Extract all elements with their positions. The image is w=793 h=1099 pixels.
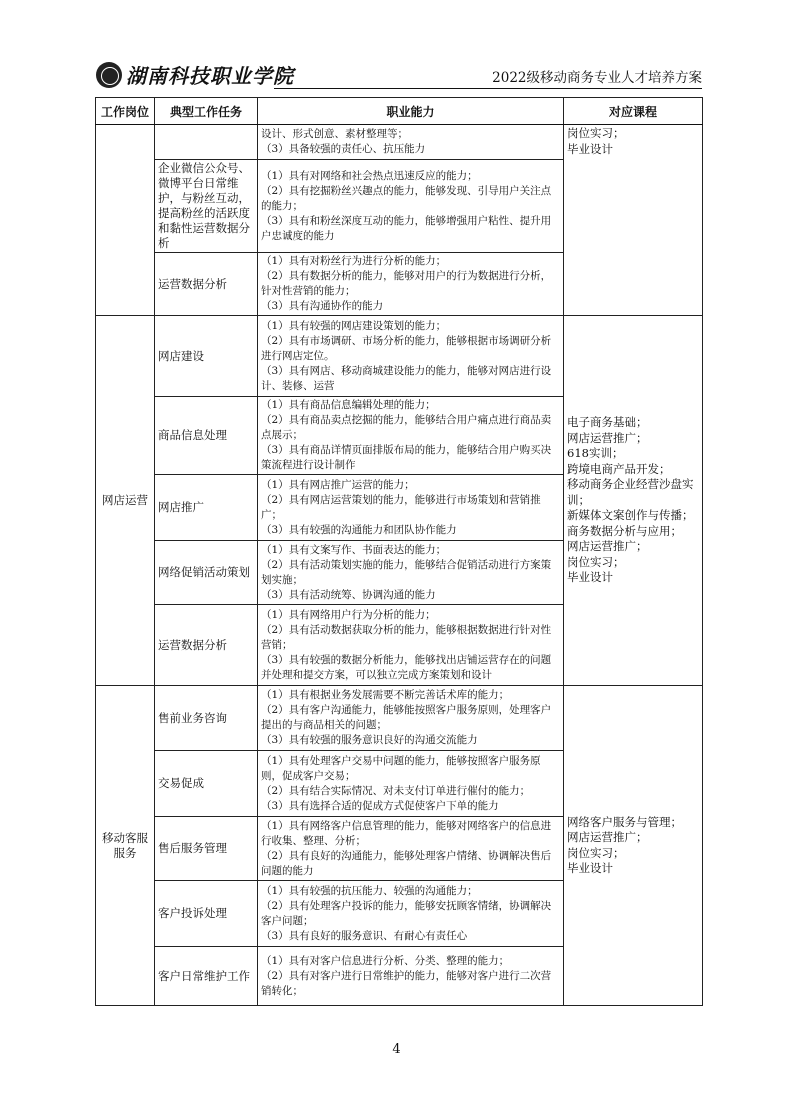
ability-item: （3）具有较强的数据分析能力，能够找出店铺运营存在的问题并处理和提交方案，可以独立完成方案策划和设计 — [261, 653, 552, 681]
task-cell: 售后服务管理 — [155, 817, 258, 881]
task-cell: 运营数据分析 — [155, 253, 258, 316]
ability-cell — [258, 541, 564, 605]
ability-item: （1）具有对客户信息进行分析、分类、整理的能力； — [261, 954, 510, 967]
ability-item: （1）具有网络用户行为分析的能力； — [261, 608, 436, 621]
col-header-position: 工作岗位 — [96, 98, 155, 125]
task-cell: 网络促销活动策划 — [155, 541, 258, 605]
ability-item: （2）具有对客户进行日常维护的能力，能够对客户进行二次营销转化； — [261, 969, 552, 997]
position-cell: 网店运营 — [96, 316, 155, 686]
ability-cell — [258, 475, 564, 541]
task-cell — [155, 125, 258, 160]
table-row — [96, 686, 703, 751]
task-cell: 网店推广 — [155, 475, 258, 541]
ability-cell — [258, 686, 564, 751]
task-cell: 网店建设 — [155, 316, 258, 397]
ability-item: （1）具有对网络和社会热点迅速反应的能力； — [261, 169, 478, 182]
ability-item: 设计、形式创意、素材整理等； — [261, 128, 408, 140]
col-header-course: 对应课程 — [564, 98, 703, 125]
header-divider — [274, 88, 702, 89]
ability-cell — [258, 817, 564, 881]
ability-item: （2）具有客户沟通能力，能够能按照客户服务原则，处理客户提出的与商品相关的问题； — [261, 704, 552, 731]
school-logo — [96, 60, 294, 89]
course-item: 新媒体文案创作与传播； — [567, 508, 694, 523]
col-header-ability: 职业能力 — [258, 98, 564, 125]
ability-item: （1）具有商品信息编辑处理的能力； — [261, 399, 436, 411]
page-number: 4 — [392, 1042, 401, 1057]
ability-cell — [258, 397, 564, 475]
ability-item: （3）具有较强的服务意识良好的沟通交流能力 — [261, 734, 478, 746]
ability-item: （3）具有网店、移动商城建设能力的能力，能够对网店进行设计、装修、运营 — [261, 364, 552, 392]
course-cell — [564, 316, 703, 686]
ability-cell — [258, 751, 564, 817]
task-cell: 企业微信公众号、微博平台日常维护，与粉丝互动，提高粉丝的活跃度和黏性运营数据分析 — [155, 160, 258, 253]
ability-item: （2）具有结合实际情况、对未支付订单进行催付的能力； — [261, 784, 531, 797]
course-item: 岗位实习； — [567, 845, 625, 860]
course-item: 618实训； — [567, 446, 624, 461]
course-item: 岗位实习； — [567, 554, 625, 569]
course-item: 网店运营推广； — [567, 430, 648, 445]
table-row — [96, 316, 703, 397]
ability-cell — [258, 881, 564, 947]
ability-item: （1）具有文案写作、书面表达的能力； — [261, 543, 447, 556]
ability-cell — [258, 605, 564, 686]
course-item: 网店运营推广； — [567, 539, 648, 554]
ability-cell — [258, 160, 564, 253]
ability-cell — [258, 125, 564, 160]
ability-cell — [258, 947, 564, 1006]
ability-item: （3）具备较强的责任心、抗压能力 — [261, 143, 426, 155]
task-cell: 客户日常维护工作 — [155, 947, 258, 1006]
course-item: 网店运营推广； — [567, 830, 648, 844]
ability-item: （3）具有良好的服务意识、有耐心有责任心 — [261, 929, 468, 942]
course-item: 移动商务企业经营沙盘实训； — [567, 477, 694, 507]
task-cell: 客户投诉处理 — [155, 881, 258, 947]
ability-item: （2）具有活动策划实施的能力，能够结合促销活动进行方案策划实施； — [261, 558, 552, 586]
ability-item: （3）具有较强的沟通能力和团队协作能力 — [261, 523, 457, 536]
ability-cell — [258, 253, 564, 316]
task-cell: 运营数据分析 — [155, 605, 258, 686]
ability-item: （2）具有商品卖点挖掘的能力，能够结合用户痛点进行商品卖点展示； — [261, 414, 552, 441]
task-cell: 售前业务咨询 — [155, 686, 258, 751]
ability-cell — [258, 316, 564, 397]
course-item: 网络客户服务与管理； — [567, 814, 682, 829]
ability-item: （3）具有沟通协作的能力 — [261, 300, 384, 312]
ability-item: （3）具有和粉丝深度互动的能力，能够增强用户粘性、提升用户忠诚度的能力 — [261, 214, 552, 242]
ability-item: （2）具有活动数据获取分析的能力，能够根据数据进行针对性营销； — [261, 623, 552, 651]
ability-item: （2）具有网店运营策划的能力，能够进行市场策划和营销推广； — [261, 493, 541, 521]
ability-item: （1）具有较强的网店建设策划的能力； — [261, 319, 447, 332]
task-cell: 商品信息处理 — [155, 397, 258, 475]
col-header-task: 典型工作任务 — [155, 98, 258, 125]
ability-item: （1）具有网络客户信息管理的能力，能够对网络客户的信息进行收集、整理、分析； — [261, 819, 552, 847]
page-header — [96, 58, 702, 90]
course-item: 商务数据分析与应用； — [567, 523, 682, 538]
course-item: 跨境电商产品开发； — [567, 461, 671, 476]
document-title: 2022级移动商务专业人才培养方案 — [492, 70, 702, 86]
school-seal-icon — [96, 62, 122, 88]
task-cell: 交易促成 — [155, 751, 258, 817]
ability-item: （1）具有较强的抗压能力、较强的沟通能力； — [261, 884, 478, 897]
course-cell — [564, 686, 703, 1006]
ability-item: （1）具有对粉丝行为进行分析的能力； — [261, 255, 447, 267]
course-cell — [564, 125, 703, 316]
ability-item: （2）具有挖掘粉丝兴趣点的能力，能够发现、引导用户关注点的能力； — [261, 184, 552, 212]
ability-item: （2）具有处理客户投诉的能力，能够安抚顾客情绪，协调解决客户问题； — [261, 899, 552, 927]
table-header-row — [96, 98, 703, 125]
ability-item: （3）具有选择合适的促成方式促使客户下单的能力 — [261, 799, 499, 812]
course-item: 岗位实习； — [567, 126, 625, 140]
ability-item: （2）具有数据分析的能力，能够对用户的行为数据进行分析，针对性营销的能力； — [261, 270, 552, 297]
ability-item: （1）具有根据业务发展需要不断完善话术库的能力； — [261, 689, 510, 701]
school-name-calligraphy: 湖南科技职业学院 — [126, 64, 294, 88]
course-item: 毕业设计 — [567, 570, 613, 585]
position-cell — [96, 125, 155, 316]
table-row — [96, 125, 703, 160]
ability-item: （2）具有良好的沟通能力，能够处理客户情绪、协调解决售后问题的能力 — [261, 849, 552, 877]
curriculum-table — [95, 97, 703, 1006]
ability-item: （1）具有网店推广运营的能力； — [261, 478, 415, 491]
course-item: 毕业设计 — [567, 861, 613, 875]
ability-item: （3）具有活动统筹、协调沟通的能力 — [261, 588, 436, 601]
ability-item: （2）具有市场调研、市场分析的能力，能够根据市场调研分析进行网店定位。 — [261, 334, 552, 362]
course-item: 毕业设计 — [567, 141, 613, 156]
ability-item: （1）具有处理客户交易中问题的能力，能够按照客户服务原则，促成客户交易； — [261, 754, 541, 782]
position-cell: 移动客服服务 — [96, 686, 155, 1006]
ability-item: （3）具有商品详情页面排版布局的能力，能够结合用户购买决策流程进行设计制作 — [261, 444, 552, 471]
table-body — [96, 125, 703, 1006]
course-item: 电子商务基础； — [567, 415, 648, 430]
